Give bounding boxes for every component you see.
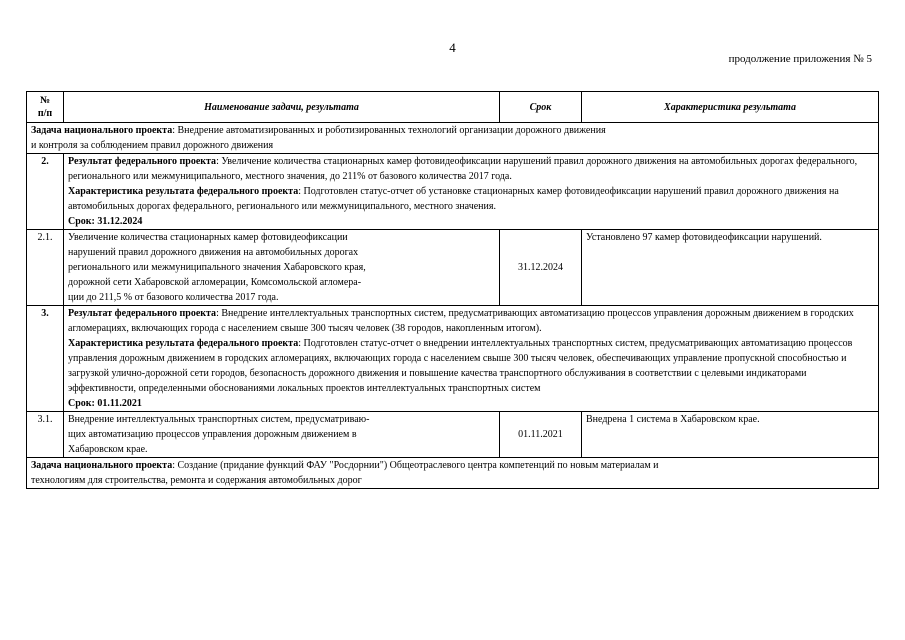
federal-result-row xyxy=(27,154,879,230)
column-header-deadline: Срок xyxy=(500,92,582,123)
task-name-line: дорожной сети Хабаровской агломерации, Комсомольской агломера- xyxy=(68,277,362,288)
national-task-text: : Внедрение автоматизированных и роботизированных технологий организации дорожного движения xyxy=(172,125,606,136)
task-name-line: щих автоматизацию процессов управления дорожным движением в xyxy=(68,429,357,440)
characteristic-label: Характеристика результата федерального проекта xyxy=(68,338,299,349)
national-task-text: : Создание (придание функций ФАУ "Росдорнии") Общеотраслевого центра компетенций по новым материалам и xyxy=(172,460,659,471)
federal-result-characteristic xyxy=(68,336,874,396)
national-task-cell xyxy=(27,458,879,489)
federal-result-cell xyxy=(64,154,879,230)
characteristic-label: Характеристика результата федерального проекта xyxy=(68,186,299,197)
federal-result-deadline: Срок: 01.11.2021 xyxy=(68,398,142,409)
national-task-label: Задача национального проекта xyxy=(31,460,173,471)
task-name-line: Внедрение интеллектуальных транспортных систем, предусматриваю- xyxy=(68,414,370,425)
federal-result-text xyxy=(68,154,874,184)
task-name-line: ции до 211,5 % от базового количества 2017 года. xyxy=(68,292,279,303)
column-header-result: Характеристика результата xyxy=(582,92,879,123)
row-number: 3.1. xyxy=(27,412,64,458)
row-number: 2. xyxy=(27,154,64,230)
row-number: 2.1. xyxy=(27,230,64,306)
table-row xyxy=(27,412,879,458)
results-table xyxy=(26,91,879,489)
result-cell: Внедрена 1 система в Хабаровском крае. xyxy=(582,412,879,458)
deadline-cell: 31.12.2024 xyxy=(500,230,582,306)
row-number: 3. xyxy=(27,306,64,412)
federal-result-row xyxy=(27,306,879,412)
federal-result-description: : Увеличение количества стационарных камер фотовидеофиксации нарушений правил дорожного движения на автомобильных дорогах федерального, регионального или межмуниципального, местного значения, до 211% от базового количества 2017 года. xyxy=(68,156,858,182)
result-cell: Установлено 97 камер фотовидеофиксации нарушений. xyxy=(582,230,879,306)
page-number: 4 xyxy=(449,40,456,55)
federal-result-label: Результат федерального проекта xyxy=(68,308,217,319)
column-header-name: Наименование задачи, результата xyxy=(64,92,500,123)
column-header-number-line1: № xyxy=(39,95,51,106)
federal-result-text xyxy=(68,306,874,336)
table-row xyxy=(27,230,879,306)
national-task-text-continued: и контроля за соблюдением правил дорожного движения xyxy=(31,140,274,151)
task-name-line: Увеличение количества стационарных камер фотовидеофиксации xyxy=(68,232,348,243)
column-header-number-line2: п/п xyxy=(37,108,53,119)
national-task-text-continued: технологиям для строительства, ремонта и содержания автомобильных дорог xyxy=(31,475,362,486)
continuation-note: продолжение приложения № 5 xyxy=(728,53,872,65)
column-header-number xyxy=(27,92,64,123)
federal-result-characteristic xyxy=(68,184,874,214)
federal-result-deadline: Срок: 31.12.2024 xyxy=(68,216,143,227)
task-name-line: Хабаровском крае. xyxy=(68,444,148,455)
federal-result-label: Результат федерального проекта xyxy=(68,156,217,167)
national-task-row xyxy=(27,123,879,154)
characteristic-description: : Подготовлен статус-отчет о внедрении интеллектуальных транспортных систем, предусматривающих автоматизацию процессов управления дорожным движением в городских агломерациях, включающих города с населением свыше 300 тысяч человек, обеспечивающих управление пропускной способностью и загрузкой улично-дорожной сети городов, безопасность дорожного движения и повышение качества транспортного обслуживания в соответствии с целевыми индикаторами эффективности, определенными обоснованиями локальных проектов интеллектуальных транспортных систем xyxy=(68,338,853,394)
national-task-row xyxy=(27,458,879,489)
federal-result-description: : Внедрение интеллектуальных транспортных систем, предусматривающих автоматизацию процессов управления дорожным движением в городских агломерациях, включающих города с населением свыше 300 тысяч человек (38 городов, накопленным итогом). xyxy=(68,308,854,334)
national-task-cell xyxy=(27,123,879,154)
task-name-cell xyxy=(64,230,500,306)
table-header-row xyxy=(27,92,879,123)
task-name-cell xyxy=(64,412,500,458)
federal-result-cell xyxy=(64,306,879,412)
deadline-cell: 01.11.2021 xyxy=(500,412,582,458)
task-name-line: регионального или межмуниципального значения Хабаровского края, xyxy=(68,262,366,273)
national-task-label: Задача национального проекта xyxy=(31,125,173,136)
task-name-line: нарушений правил дорожного движения на автомобильных дорогах xyxy=(68,247,359,258)
characteristic-description: : Подготовлен статус-отчет об установке стационарных камер фотовидеофиксации нарушений правил дорожного движения на автомобильных дорогах федерального, регионального или межмуниципального, местного значения. xyxy=(68,186,839,212)
